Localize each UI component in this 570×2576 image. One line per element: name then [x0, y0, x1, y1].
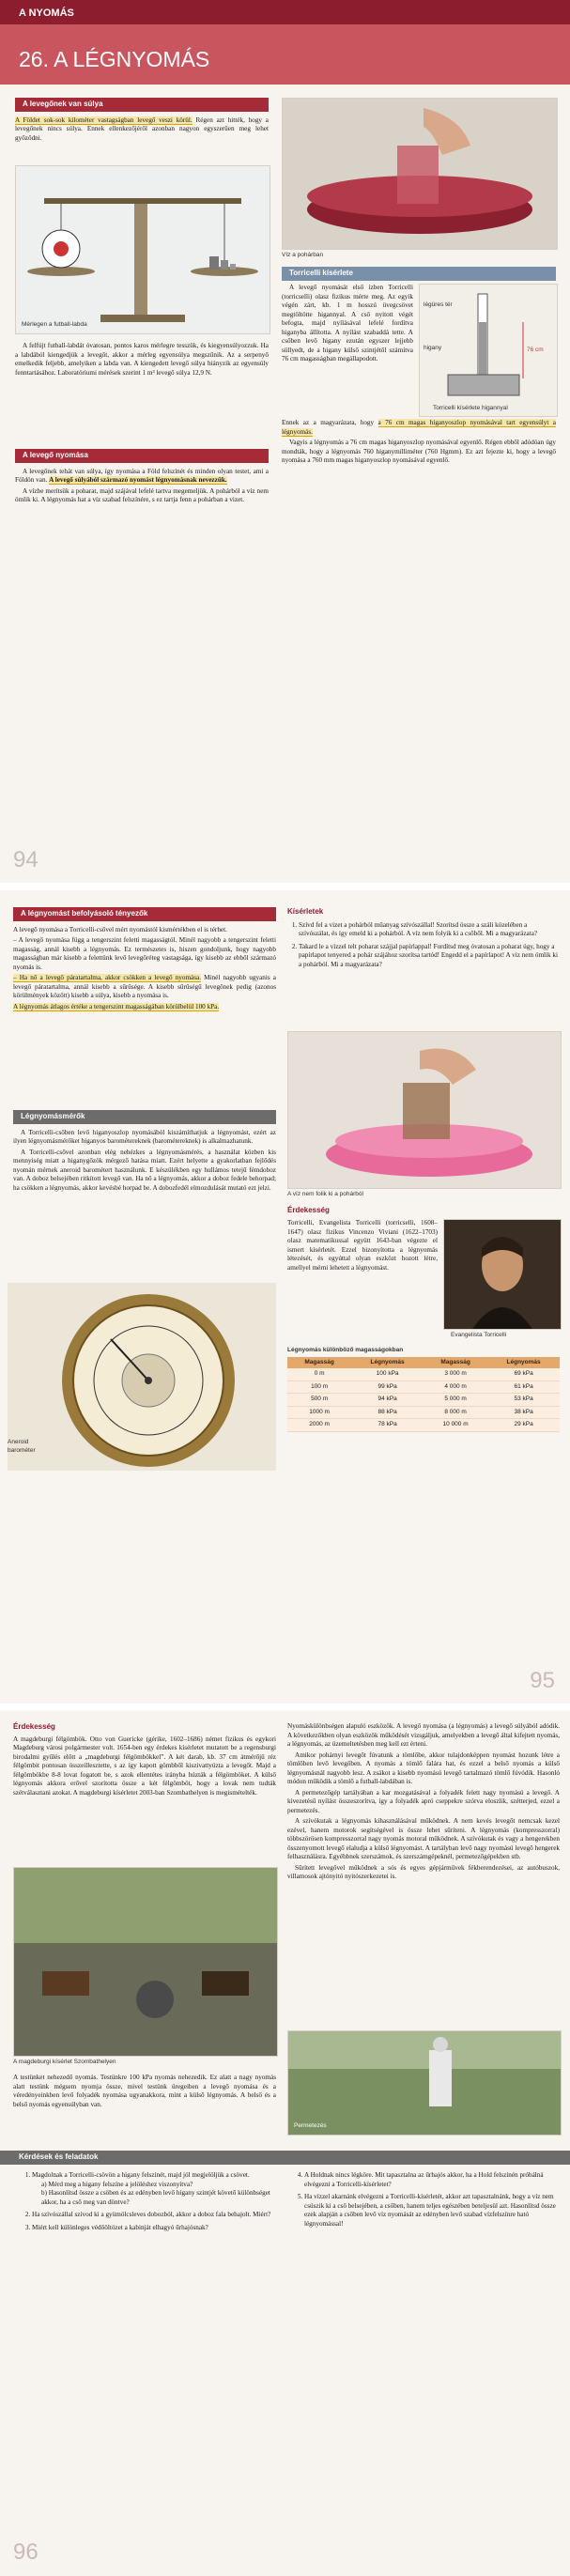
table-row [287, 1406, 560, 1419]
barometer-caption: Aneroid barométer [8, 1439, 36, 1454]
table-cell: 53 kPa [487, 1394, 560, 1407]
spraying-photo [287, 2030, 562, 2136]
question-4: 4. A Holdnak nincs légköre. Mit tapasztalna az űrhajós akkor, ha a Hold felszínén próbálná elvégezni a Torricelli-kísérletet? [304, 2171, 558, 2189]
spray-caption: Permetezés [294, 2122, 327, 2130]
factors-average: A légnyomás átlagos értéke a tengerszint magasságában körülbelül 100 kPa. [13, 1002, 220, 1010]
table-row [287, 1394, 560, 1407]
meters-paragraph-1: A Torricelli-csőben levő higanyoszlop nyomásából kiszámíthatjuk a légnyomást, ezért az ilyen légnyomásmérőket higanyos barométereknek (barométereknek) is alkalmazhatunk. [13, 1128, 276, 1146]
weight-paragraph-2: A felfújt futball-labdát óvatosan, pontos karos mérlegre tesszük, és kiegyensúlyozzuk. Ha a labdából kiengedjük a levegőt, akkor a mérleg egyensúlya megszűnik. Az a serpenyő emelkedik feljebb, amelyiken a labda van. A kiengedett levegő súlya hiányzik az egyensúly fenntartásához. Laboratóriumi mérések szerint 1 m³ levegő súlya 12,9 N. [15, 342, 269, 377]
table-cell: 88 kPa [351, 1406, 424, 1419]
chapter-bar: A NYOMÁS [0, 0, 570, 24]
vacuum-label: légüres tér [424, 301, 453, 308]
page-number: 95 [530, 1668, 555, 1693]
textbook-page-96 [0, 1711, 570, 2576]
section-weight [15, 98, 269, 145]
pressure-paragraph-2: A vízbe merítsük a poharat, majd szájával lefelé tartva megemeljük. A pohárból a víz nem ömlik ki. A légnyomás hat a víz szabad felszínére, s ez tartja fenn a pohárban a vizet. [15, 486, 269, 504]
table-row [287, 1368, 560, 1381]
table-cell: 5 000 m [424, 1394, 487, 1407]
section-torricelli [282, 267, 556, 281]
horses-photo-icon [14, 1868, 277, 2056]
page-title: 26. A LÉGNYOMÁS [0, 24, 570, 85]
magdeburg-photo [13, 1867, 278, 2057]
table-cell: 100 m [287, 1381, 351, 1394]
devices-paragraph-1: Nyomáskülönbségen alapuló eszközök. A levegő nyomása (a légnyomás) a levegő súlyából adódik. A következőkben olyan eszközök működését vizsgáljuk, amelyekben a levegő által kifejtett nyomás, a légnyomás, az üzemeltetésben meg kell ezt érteni. [287, 1722, 560, 1748]
portrait-icon [444, 1220, 561, 1329]
mercury-label: higany [424, 345, 442, 351]
scale-caption: Mérlegen a futball-labda [22, 321, 87, 329]
table-header-cell: Magasság [287, 1357, 351, 1369]
glass-caption: Víz a pohárban [282, 252, 324, 258]
section-header-pressure: A levegő nyomása [15, 449, 269, 463]
question-1: 1. Magdolnak a Torricelli-csövön a higany felszínét, majd jól megjelöljük a csövet. a) Mérd meg a higany felszíne a jelöléshez viszonyítva? b) Hasonlítsd össze a csöben és az edényben levő higany szintjét követő különbséget akkor, ha a cső meg van döntve? [32, 2171, 272, 2207]
question-2: 2. Ha szívószállal szívod ki a gyümölcsleves dobozból, akkor a doboz fala behajolt. Miért? [32, 2211, 272, 2220]
section-curious [287, 1206, 560, 1216]
factors-item-2: – Ha nő a levegő páratartalma, akkor csökken a levegő nyomása. Minél nagyobb ugyanis a levegő páratartalma, annál kisebb a sűrűsége. A kisebb sűrűségű levegőnek pedig (azonos körülmények között) kisebb a súlya, kisebb a nyomása is. [13, 974, 276, 1000]
page-number: 94 [13, 847, 39, 872]
section-header-weight: A levegőnek van súlya [15, 98, 269, 112]
table-cell: 1000 m [287, 1406, 351, 1419]
devices-paragraph-4: A szívókutak a légnyomás kihasználásával működnek. A nem kevés levegőt nemcsak kezel ezével, hanem motorok segítségével is össze lehet sűríteni. A légnyomás (kompresszorral) többszörösen kompresszorral nagy nyomás motoral működnek. A szívókutak és vagy a hengerekben összenyomott levegő elaludja a külső légnyomást. A tartályban levő nagy nyomású levegő hengerek felhasználásra. Egyébbnek szerszámok, és szerszámgépeknél, permetezőgépekben stb. [287, 1817, 560, 1860]
experiment-1: 1. Szívd fel a vizet a pohárból műanyag szívószállal! Szorítsd össze a száli közelében a szívószálat, és így emeld ki a pohárból. A víz nem folyik ki a csőből. Mi a magyarázata? [299, 921, 560, 939]
table-row [287, 1419, 560, 1432]
page-number: 96 [13, 2539, 39, 2565]
table-cell: 4 000 m [424, 1381, 487, 1394]
tube-caption: Torricelli kísérlete higannyal [433, 405, 508, 412]
section-pressure [15, 449, 269, 507]
table-cell: 69 kPa [487, 1368, 560, 1381]
table-title: Légnyomás különböző magasságokban [287, 1347, 404, 1353]
weight-paragraph-1: A Földet sok-sok kilométer vastagságban levegő veszi körül. Régen azt hitték, hogy a levegőnek nincs súlya. Ennek ellenkezőjéről azonban nagyon egyszerűen meg lehet győződni. [15, 116, 269, 142]
table-cell: 500 m [287, 1394, 351, 1407]
altitude-table [287, 1347, 560, 1432]
section-header-questions: Kérdések és feladatok [0, 2151, 570, 2165]
table-cell: 8 000 m [424, 1406, 487, 1419]
section-header-meters: Légnyomásmérők [13, 1110, 276, 1124]
table-cell: 29 kPa [487, 1419, 560, 1432]
table-header-cell: Légnyomás [487, 1357, 560, 1369]
table-cell: 2000 m [287, 1419, 351, 1432]
torricelli-paragraph-1: A levegő nyomását első ízben Torricelli (torricselli) olasz fizikus mérte meg. Az egyik végén zárt, kb. 1 m hosszú üvegcsövet megtöltötte higannyal. A cső nyitott végét befogta, majd nyílásával lefelé fordítva higanyba állította. A nyílást szabaddá tette. A csőben levő higany ezután egyszer lejjebb süllyedt, de a higany külső szintjétől számítva 76 cm magasságban megállapodott. [282, 284, 413, 362]
question-1a: a) Mérd meg a higany felszíne a jelöléshez viszonyítva? [41, 2180, 193, 2188]
experiment-2: 2. Takard le a vízzel telt poharat szájjal papírlappal! Fordítsd meg óvatosan a poharat úgy, hogy a papírlapot tenyered a pohár szájához szorítsa tartód! Engedd el a papírlapot! A víz nem ömlik ki a pohárból. Mi a magyarázata? [299, 943, 560, 970]
experiment-caption: A víz nem folik ki a pohárból [287, 1191, 363, 1197]
sprayer-icon [288, 2031, 561, 2135]
table-cell: 78 kPa [351, 1419, 424, 1432]
table-cell: 10 000 m [424, 1419, 487, 1432]
magdeburg-caption: A magdeburgi kísérlet Szombathelyen [13, 2059, 116, 2065]
table-cell: 38 kPa [487, 1406, 560, 1419]
pressure-paragraph-1: A levegőnek tehát van súlya, így nyomása a Föld felszínét és minden olyan testet, ami a Földön van. A levegő súlyából származó nyomást légnyomásnak nevezzük. [15, 467, 269, 485]
section-header-curious: Érdekesség [13, 1722, 55, 1731]
torricelli-portrait [443, 1219, 562, 1330]
devices-paragraph-5: Sűrített levegővel működnek a sós és egyes gépjárművek fékberendezései, az autóbuszok, villamosok ajtónyitó nyitószerkezetei is. [287, 1863, 560, 1880]
table-header-row [287, 1357, 560, 1369]
textbook-page-95 [0, 890, 570, 1704]
height-label: 76 cm [527, 347, 544, 353]
question-3: 3. Miért kell különleges védőöltözet a kabinját elhagyó űrhajósnak? [32, 2224, 272, 2233]
section-header-factors: A légnyomást befolyásoló tényezők [13, 907, 276, 921]
portrait-caption: Evangelista Torricelli [451, 1332, 507, 1338]
hemispheres-paragraph: A magdeburgi félgömbök. Otto von Guericke (gérike, 1602–1686) német fizikus és egykori Magdeburg városi polgármester volt. 1654-ben egy érdekes kísérletet mutatott be a regensburgi birodalmi gyűlés előtt a „magdeburgi félgömbökkel”. A két darab, kb. 37 cm átmérőjű réz félgömbit pontosan összeillesztette, s az így kapott gömbből kiszivattyúzta a levegőt. Majd a félgömbökbe 8-8 lovat fogatott be, s azok ellentétes irányba húzták a félgömböket. A külső légnyomás akkora erővel szorította össze a két félgömböt, hogy a lovak nem tudták szétválasztani azokat. A magdeburgi kísérletet 2003-ban Szombathelyen is megismételték. [13, 1735, 276, 1797]
devices-paragraph-3: A permetezőgép tartályában a kar mozgatásával a folyadék felett nagy nyomású a levegő. A kivezetésű nyílást összeszorítva, így a folyadék apró cseppekre szórva eloszlik, szétterjed, ezzel a permetezés. [287, 1788, 560, 1814]
section-meters [13, 1110, 276, 1195]
devices-paragraph-2: Amikor pohárnyi levegőt fúvatunk a tömlőbe, akkor tulajdonképpen nyomást hozunk létre a tömlőben levő levegőben. A nyomás a tömlő falára hat, és ezzel a belső nyomás a külső légnyomásnál nagyobb lesz. A zsákot a kisebb nyomású levegő tartalmazó tömlő fúvódik. Hasonló módon működik a tömlő a futball-labdában is. [287, 1751, 560, 1785]
section-factors [13, 907, 276, 1013]
table-cell: 94 kPa [351, 1394, 424, 1407]
torricelli-paragraph-2: Vagyis a légnyomás a 76 cm magas higanyoszlop nyomásával egyenlő. Régen ebből adódóan úgy mondták, hogy a légnyomás 760 higanymilliméter (760 Hgmm). Ez azt fejezte ki, hogy a levegő nyomása a 760 mm magas higanyoszlop nyomásával egyenlő. [282, 439, 556, 464]
table-row [287, 1381, 560, 1394]
section-header-torricelli: Torricelli kísérlete [282, 267, 556, 281]
textbook-page-94 [0, 0, 570, 883]
question-1b: b) Hasonlítsd össze a csöben és az edényben levő higany szintjét követő különbséget akkor, ha a cső meg van döntve? [41, 2189, 270, 2206]
section-header-curious: Érdekesség [287, 1206, 330, 1214]
factors-item-1: – A levegő nyomása függ a tengerszint feletti magasságtól. Minél nagyobb a tengerszint feletti magasság, annál kisebb a légnyomás. Ez természetes is, hiszen gondoljunk, hogy nagyobb magasságban már kisebb a felettünk levő levegőréteg vastagsága, így kisebb az ebből származó nyomás is. [13, 936, 276, 971]
table-cell: 99 kPa [351, 1381, 424, 1394]
curious-paragraph: Torricelli, Evangelista Torricelli (torricselli, 1608–1647) olasz fizikus Vincenzo Viviani (1622–1703) olasz matematikussal együtt 1643-ban végezte el ismert kísérletét. Ezzel bizonyította a légnyomás létezését, és egyúttal olyan eszközt hozott létre, amellyel mérni lehetett a légnyomást. [287, 1219, 438, 1272]
glass-with-paper-icon [288, 1032, 561, 1188]
table-header-cell: Légnyomás [351, 1357, 424, 1369]
section-header-experiments: Kísérletek [287, 907, 324, 916]
table-cell: 100 kPa [351, 1368, 424, 1381]
question-5: 5. Ha vízzel akarnánk elvégezni a Torricelli-kísérletét, akkor azt tapasztalnánk, hogy a víz nem csúszik ki a cső belsejében, a csőben, hanem teljes egészében beteljesül azt. Hasonlítsd össze ezek alapján a csőben levő víz nyomását az edényben levő szabad vízfelszínre ható légnyomással! [304, 2193, 558, 2229]
body-pressure-paragraph: A testünket nehezedő nyomás. Testünkre 100 kPa nyomás nehezedik. Ez alatt a nagy nyomás alatt testünk mégsem nyomja össze, mivel testünk üregeiben a levegő nyomása és a véredényeinkben levő folyadék nyomása ugyanakkora, mint a külső légnyomás. A belső és a belső nyomás egyensúlyban van. [13, 2074, 276, 2108]
balance-scale-figure [15, 165, 270, 334]
table-cell: 3 000 m [424, 1368, 487, 1381]
table-cell: 0 m [287, 1368, 351, 1381]
glass-in-water-icon [283, 99, 557, 249]
factors-intro: A levegő nyomása a Torricelli-csővel mért nyomástól kismértékben el is térhet. [13, 925, 227, 933]
section-questions [0, 2151, 570, 2165]
meters-paragraph-2: A Torricelli-csővel azonban elég nehézkes a légnyomásmérés, a használat közben kis mennyiség miatt a higanygőzök mérgező hatása miatt. Ezért helyette a gyakorlatban fejlődés nyomán mérnek aneroid barométert használunk. E készülékben egy hullámos tetejű fémdoboz van. A doboz belsejében ritkított levegő van. Ha nő a légnyomás, akkor a doboz fedele behorpad; ha csökken a légnyomás, akkor kevésbé horpad be. A dobozfedél elmozdulását mutató ezt jelzi. [13, 1148, 276, 1192]
barometer-figure [8, 1283, 276, 1471]
experiment-photo [287, 1031, 562, 1189]
balance-scale-icon [16, 166, 270, 333]
section-experiments [287, 907, 560, 973]
torricelli-paragraph-1-cont: Ennek az a magyarázata, hogy a 76 cm magas higanyoszlop nyomásával tart egyensúlyt a légnyomás. [282, 419, 556, 436]
torricelli-tube-figure [419, 284, 558, 417]
table-cell: 61 kPa [487, 1381, 560, 1394]
table-header-cell: Magasság [424, 1357, 487, 1369]
section-hemispheres [13, 1722, 276, 1799]
glass-photo [282, 98, 558, 250]
